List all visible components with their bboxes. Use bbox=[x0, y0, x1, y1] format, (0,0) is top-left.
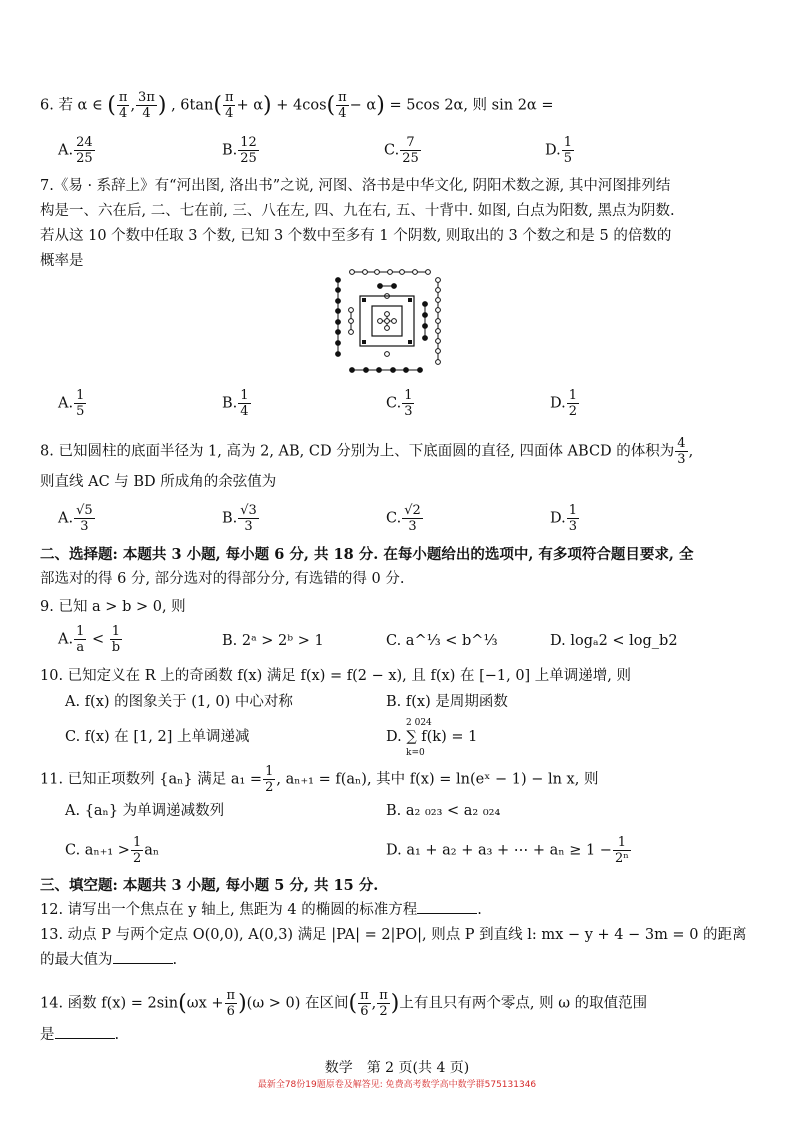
q9-option-c: C. a^⅓ < b^⅓ bbox=[386, 633, 498, 649]
q9-option-a: A. $\frac{1}{a}$ < $\frac{1}{b}$ bbox=[58, 624, 121, 655]
watermark-text: 最新全78份19题原卷及解答见: 免费高考数学高中数学群575131346 bbox=[257, 1080, 537, 1090]
question-14-line2: 是 . bbox=[40, 1023, 756, 1048]
q11-option-b: B. a₂ ₀₂₃ < a₂ ₀₂₄ bbox=[386, 803, 501, 819]
question-8-stem: 8. 已知圆柱的底面半径为 1, 高为 2, AB, CD 分别为上、下底面圆的直径, 四面体 ABCD 的体积为 $\frac{4}{3}$ , bbox=[40, 436, 694, 467]
question-7-stem: 7.《易 · 系辞上》有“河出图, 洛出书”之说, 河图、洛书是中华文化, 阴阳术数之源, 其中河图排列结 构是一、六在后, 二、七在前, 三、八在左, 四、九在右, 五、十背中. 如图, 白点为阳数, 黑点为阴数. 若从这 10 个数中任取 3 个数, 已知 3 个数中至多有 1 个阴数, 则取出的 3 个数之和是 5 的倍数的 概率是 bbox=[40, 178, 675, 269]
q9-option-b: B. 2ᵃ > 2ᵇ > 1 bbox=[222, 633, 324, 649]
q8-option-d: D. $\frac{1}{3}$ bbox=[550, 503, 577, 534]
q11-option-d: D. a₁ + a₂ + a₃ + ⋯ + aₙ ≥ 1 − $\frac{1}{\text{2ⁿ}}$ bbox=[386, 835, 629, 866]
q7-option-d: D. $\frac{1}{2}$ bbox=[550, 388, 577, 419]
q6-option-a: A. $\frac{24}{25}$ bbox=[58, 135, 93, 166]
q11-option-a: A. {aₙ} 为单调递减数列 bbox=[65, 803, 225, 819]
q12-answer-blank bbox=[417, 899, 477, 914]
q10-option-b: B. f(x) 是周期函数 bbox=[386, 694, 508, 710]
question-13: 13. 动点 P 与两个定点 O(0,0), A(0,3) 满足 |PA| = 2|PO|, 则点 P 到直线 l: mx − y + 4 − 3m = 0 的距离 的最大值为 . bbox=[40, 927, 747, 968]
question-9-stem: 9. 已知 a > b > 0, 则 bbox=[40, 599, 186, 615]
q8-option-a: A. $\frac{√5}{3}$ bbox=[58, 503, 93, 534]
question-11-stem: 11. 已知正项数列 {aₙ} 满足 a₁ = $\frac{1}{2}$ , aₙ₊₁ = f(aₙ), 其中 f(x) = ln(eˣ − 1) − ln x, 则 bbox=[40, 764, 599, 795]
question-6-stem: 6. 若 α ∈ ( $\frac{\pi}{4}$ , $\frac{3\pi}{4}$ ) , 6tan( $\frac{\pi}{4}$ + α) + 4cos( $\frac{\pi}{4}$ − α) = 5cos 2α, 则 sin 2α = bbox=[40, 90, 554, 121]
q10-option-d: 2 024 D. ∑ f(k) = 1 k=0 bbox=[386, 718, 478, 758]
section-2-heading: 二、选择题: 本题共 3 小题, 每小题 6 分, 共 18 分. 在每小题给出的选项中, 有多项符合题目要求, 全 部选对的得 6 分, 部分选对的得部分分, 有选错的得 0 分. bbox=[40, 546, 694, 587]
q6-option-d: D. $\frac{1}{5}$ bbox=[545, 135, 572, 166]
q7-option-b: B. $\frac{1}{4}$ bbox=[222, 388, 249, 419]
question-10-stem: 10. 已知定义在 R 上的奇函数 f(x) 满足 f(x) = f(2 − x), 且 f(x) 在 [−1, 0] 上单调递增, 则 bbox=[40, 668, 632, 684]
q11-option-c: C. aₙ₊₁ > $\frac{1}{2}$ aₙ bbox=[65, 835, 160, 866]
q10-option-a: A. f(x) 的图象关于 (1, 0) 中心对称 bbox=[65, 694, 293, 710]
q8-option-b: B. $\frac{√3}{3}$ bbox=[222, 503, 257, 534]
q6-option-b: B. $\frac{12}{25}$ bbox=[222, 135, 257, 166]
q14-answer-blank bbox=[55, 1024, 115, 1039]
section-3-heading: 三、填空题: 本题共 3 小题, 每小题 5 分, 共 15 分. bbox=[40, 877, 379, 894]
q10-option-c: C. f(x) 在 [1, 2] 上单调递减 bbox=[65, 729, 250, 745]
q7-option-c: C. $\frac{1}{3}$ bbox=[386, 388, 413, 419]
page-footer: 数学 第 2 页(共 4 页) bbox=[324, 1060, 470, 1076]
q7-option-a: A. $\frac{1}{5}$ bbox=[58, 388, 85, 419]
hetu-diagram bbox=[330, 266, 445, 376]
q6-option-c: C. $\frac{7}{25}$ bbox=[384, 135, 419, 166]
q8-option-c: C. $\frac{√2}{3}$ bbox=[386, 503, 421, 534]
question-8-stem-line2: 则直线 AC 与 BD 所成角的余弦值为 bbox=[40, 474, 277, 490]
question-12: 12. 请写出一个焦点在 y 轴上, 焦距为 4 的椭圆的标准方程 . bbox=[40, 898, 756, 923]
q13-answer-blank bbox=[113, 949, 173, 964]
question-14: 14. 函数 f(x) = 2sin(ωx + $\frac{\pi}{6}$ )(ω > 0) 在区间( $\frac{\pi}{6}$ , $\frac{\pi}{2}$ )上有且只有两个零点, 则 ω 的取值范围 bbox=[40, 988, 648, 1019]
q9-option-d: D. logₐ2 < log_b2 bbox=[550, 633, 678, 649]
